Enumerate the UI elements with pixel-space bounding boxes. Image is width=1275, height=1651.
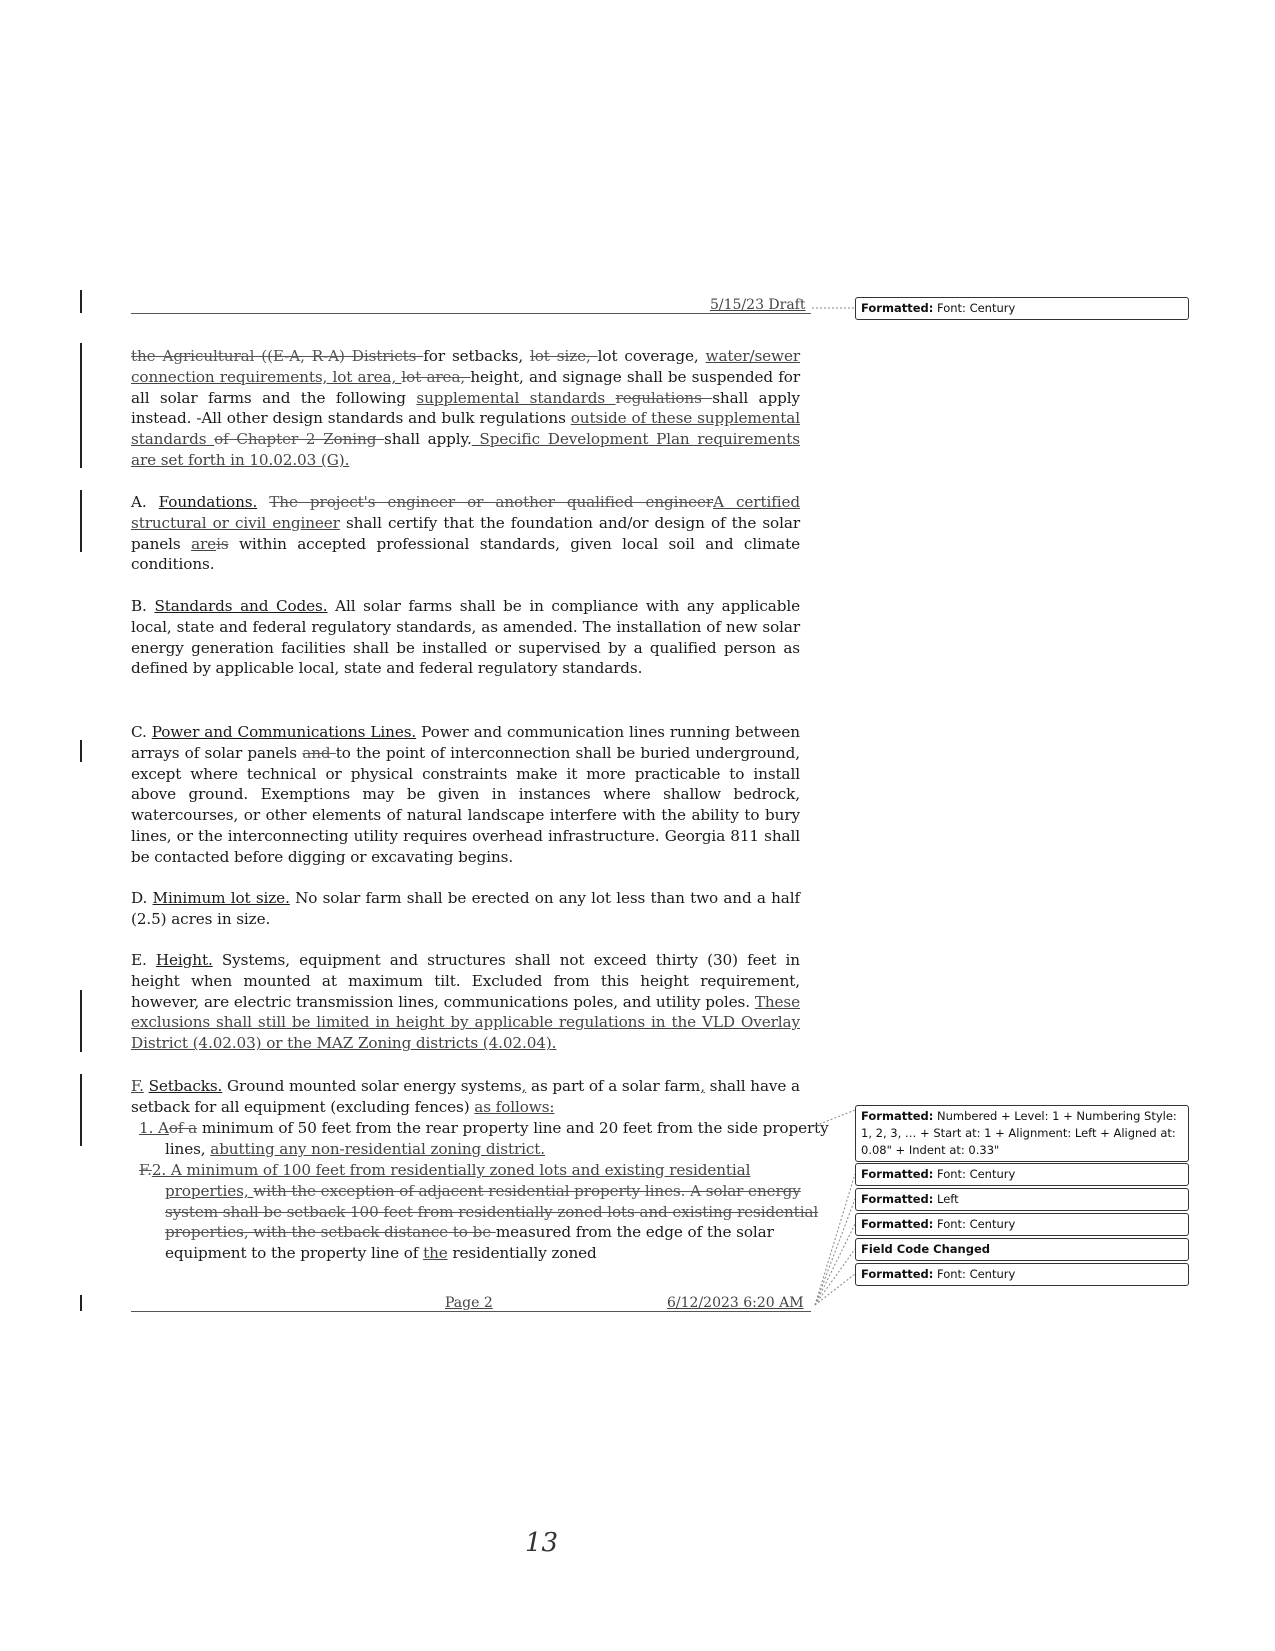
inserted-text: as follows: — [474, 1097, 555, 1116]
section-heading: Foundations. — [158, 493, 258, 511]
body-text: All solar farms shall be in compliance with any applicable local, state and federal regulatory standards, as amended. The installation of new solar energy generation facilities shall be installed or supervised by a qualified person as defined by applicable local, state and federal regulatory standards. — [131, 597, 800, 678]
comment-balloon[interactable] — [855, 297, 1189, 320]
body-text: shall have a setback for all equipment (excluding fences) — [131, 1077, 800, 1116]
comment-text: Font: Century — [933, 1217, 1016, 1231]
draft-date: 5/15/23 Draft — [710, 297, 806, 313]
comment-label: Formatted: — [861, 1217, 934, 1231]
body-text: E. — [131, 951, 156, 969]
comment-label: Formatted: — [861, 301, 934, 315]
comment-text: Left — [933, 1192, 959, 1206]
comment-text: Font: Century — [933, 1267, 1016, 1281]
body-text: B. — [131, 597, 155, 615]
comment-balloon[interactable] — [855, 1238, 1189, 1261]
deleted-text: regulations — [615, 388, 713, 407]
comment-text: Font: Century — [933, 301, 1016, 315]
comment-text: Numbered + Level: 1 + Numbering Style: 1, 2, 3, … + Start at: 1 + Alignment: Left + Aligned at: 0.08" + Indent at: 0.33" — [861, 1109, 1177, 1157]
deleted-text: with the exception of adjacent residential property lines. A solar energy system shall be setback 100 feet from residentially zoned lots and existing residential properties, with the setback distance to be — [165, 1181, 819, 1242]
deleted-text: the Agricultural ((E-A, R-A) Districts — [131, 347, 424, 365]
body-text: shall apply. — [384, 430, 472, 449]
inserted-text: 1. A — [139, 1119, 169, 1137]
inserted-text: F. — [131, 1077, 144, 1095]
body-text: for setbacks, — [423, 347, 530, 365]
inserted-text: , — [700, 1077, 705, 1095]
inserted-text: water/sewer connection requirements, lot area, — [131, 347, 800, 386]
section-heading: Standards and Codes. — [154, 597, 328, 615]
deleted-text: and — [302, 743, 336, 762]
deleted-text: lot area, — [401, 367, 471, 386]
body-text: lot coverage, — [597, 347, 706, 365]
handwritten-page-number: 13 — [525, 1528, 559, 1558]
comment-label: Formatted: — [861, 1267, 934, 1281]
deleted-text: lot size, — [530, 347, 598, 365]
comment-balloon[interactable] — [855, 1213, 1189, 1236]
body-text: to the point of interconnection shall be buried underground, except where technical or physical constraints make it more practicable to install above ground. Exemptions may be given in instances where shallow bedrock, watercourses, or other elements of natural landscape interfere with the ability to bury lines, or the interconnecting utility requires overhead infrastructure. Georgia 811 shall be contacted before digging or excavating begins. — [131, 743, 800, 866]
deleted-text: of a — [168, 1119, 198, 1137]
body-text: within accepted professional standards, given local soil and climate conditions. — [131, 534, 801, 574]
comment-label: Field Code Changed — [861, 1242, 990, 1256]
body-text: No solar farm shall be erected on any lot less than two and a half (2.5) acres in size. — [131, 889, 800, 928]
section-heading: Setbacks. — [148, 1077, 223, 1095]
body-text: D. — [131, 889, 153, 907]
inserted-text: , — [521, 1077, 527, 1095]
body-text: A. — [131, 493, 159, 511]
comment-balloon[interactable] — [855, 1105, 1189, 1162]
comment-balloon[interactable] — [855, 1188, 1189, 1211]
comment-label: Formatted: — [861, 1167, 934, 1181]
body-text: Ground mounted solar energy systems — [222, 1077, 522, 1095]
body-text: height, and signage shall be suspended for all solar farms and the following — [131, 367, 800, 407]
section-heading: Power and Communications Lines. — [151, 723, 417, 741]
comment-balloon[interactable] — [855, 1263, 1189, 1286]
comment-balloon[interactable] — [855, 1163, 1189, 1186]
body-text: shall apply instead. — [131, 388, 800, 428]
section-heading: Minimum lot size. — [152, 889, 290, 907]
body-text: measured from the edge of the solar equipment to the property line of — [165, 1223, 774, 1263]
body-text: residentially zoned — [447, 1244, 597, 1263]
comment-text: Font: Century — [933, 1167, 1016, 1181]
inserted-text: These exclusions shall still be limited in height by applicable regulations in the VLD Overlay District (4.02.03) or the MAZ Zoning districts (4.02.04). — [131, 992, 800, 1053]
comment-label: Formatted: — [861, 1109, 934, 1123]
body-text: Systems, equipment and structures shall not exceed thirty (30) feet in height when mounted at maximum tilt. Excluded from this height requirement, however, are electric transmission lines, communications poles, and utility poles. — [131, 951, 800, 1011]
inserted-text: 2. A minimum of 100 feet from residentially zoned lots and existing residential properties, — [151, 1161, 751, 1200]
inserted-text: the — [423, 1244, 448, 1263]
deleted-text: The project's engineer or another qualified engineer — [269, 493, 714, 511]
footer-timestamp: 6/12/2023 6:20 AM — [667, 1295, 804, 1311]
section-heading: Height. — [155, 951, 213, 969]
body-text: minimum of 50 feet from the rear property line and 20 feet from the side property lines, — [165, 1119, 829, 1158]
inserted-text: A certified structural or civil engineer — [131, 493, 800, 532]
inserted-text: supplemental standards — [416, 388, 616, 407]
body-text: as part of a solar farm — [526, 1077, 701, 1095]
inserted-text: are — [191, 534, 217, 553]
inserted-text: Specific Development Plan requirements are set forth in 10.02.03 (G). — [131, 430, 800, 469]
deleted-text: is — [216, 534, 229, 553]
page-number: Page 2 — [445, 1295, 493, 1311]
body-text: shall certify that the foundation and/or design of the solar panels — [131, 513, 800, 553]
body-text: -All other design standards and bulk regulations — [196, 409, 571, 428]
inserted-text: outside of these supplemental standards — [131, 409, 800, 449]
inserted-text: abutting any non-residential zoning district. — [210, 1139, 546, 1158]
comment-label: Formatted: — [861, 1192, 934, 1206]
deleted-text: F. — [139, 1161, 152, 1179]
body-text: Power and communication lines running between arrays of solar panels — [131, 723, 800, 762]
body-text: C. — [131, 723, 152, 741]
deleted-text: of Chapter 2 Zoning — [214, 430, 385, 449]
